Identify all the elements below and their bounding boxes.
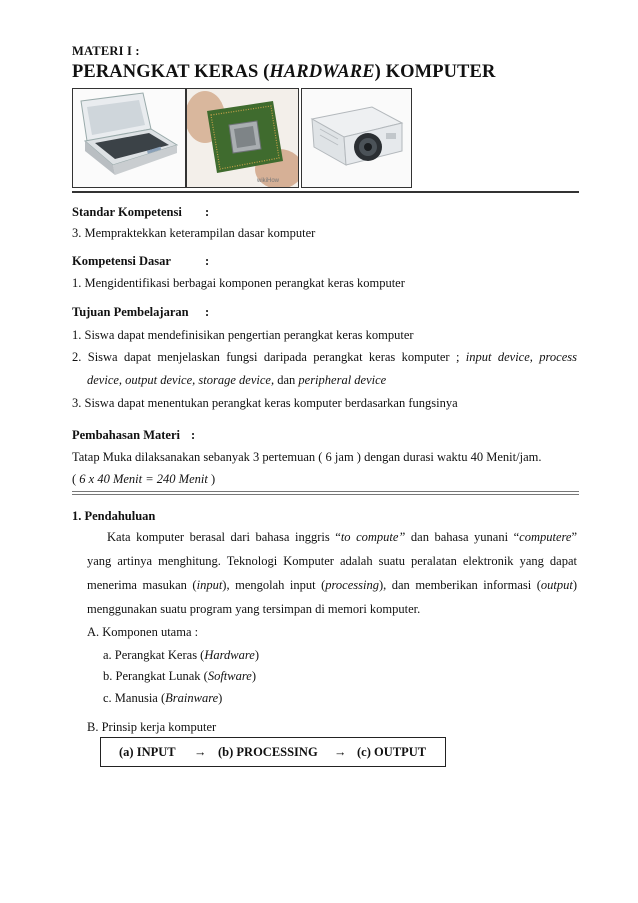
page-title bbox=[72, 62, 495, 83]
pendahuluan-para-3 bbox=[87, 578, 577, 593]
a2-pre: b. Perangkat Lunak ( bbox=[103, 669, 208, 683]
arrow-right-icon: → bbox=[194, 745, 207, 759]
komponen-heading: A. Komponen utama : bbox=[87, 625, 199, 639]
pembahasan-line-2-open: ( bbox=[72, 472, 80, 486]
komponen-item-brainware bbox=[103, 691, 222, 706]
tujuan-item-1: 1. Siswa dapat mendefinisikan pengertian perangkat keras komputer bbox=[72, 328, 414, 342]
tujuan-item-3: 3. Siswa dapat menentukan perangkat keras komputer berdasarkan fungsinya bbox=[72, 396, 458, 410]
tujuan-item-2-em3: peripheral device bbox=[298, 373, 387, 387]
p1-text-e: ” bbox=[571, 530, 577, 544]
section-divider-1 bbox=[72, 491, 579, 492]
materi-label: MATERI I : bbox=[72, 44, 140, 58]
kompetensi-heading: Kompetensi Dasar bbox=[72, 254, 171, 268]
pembahasan-heading: Pembahasan Materi bbox=[72, 428, 180, 442]
flow-processing: (b) PROCESSING bbox=[218, 745, 318, 759]
scanner-image bbox=[72, 88, 186, 188]
arrow-right-icon: → bbox=[334, 745, 347, 759]
tujuan-item-2-cont bbox=[87, 373, 386, 388]
pendahuluan-para-2: yang artinya menghitung. Teknologi Komputer adalah suatu peralatan elektronik yang dapat bbox=[87, 554, 577, 568]
header-divider bbox=[72, 191, 579, 193]
standar-colon: : bbox=[205, 205, 210, 219]
a1-post: ) bbox=[254, 648, 259, 662]
prinsip-heading: B. Prinsip kerja komputer bbox=[87, 720, 217, 734]
p1-em-computere: computere bbox=[519, 530, 572, 544]
a1-em: Hardware bbox=[204, 648, 255, 662]
p1-text-c: dan bahasa yunani “ bbox=[405, 530, 520, 544]
a2-post: ) bbox=[251, 669, 256, 683]
title-em: HARDWARE bbox=[269, 62, 375, 82]
standar-heading: Standar Kompetensi bbox=[72, 205, 182, 219]
p3-em-processing: processing bbox=[325, 578, 379, 592]
watermark-text: wikiHow bbox=[257, 178, 280, 184]
p1-text-a: Kata komputer berasal dari bahasa inggris “ bbox=[107, 530, 341, 544]
a3-post: ) bbox=[218, 691, 223, 705]
kompetensi-item: 1. Mengidentifikasi berbagai komponen perangkat keras komputer bbox=[72, 276, 405, 290]
komponen-item-software bbox=[103, 669, 256, 684]
title-post: ) KOMPUTER bbox=[374, 62, 496, 82]
tujuan-colon: : bbox=[205, 305, 210, 319]
flow-output: (c) OUTPUT bbox=[357, 745, 427, 759]
standar-item: 3. Mempraktekkan keterampilan dasar komputer bbox=[72, 226, 316, 240]
a3-em: Brainware bbox=[165, 691, 219, 705]
tujuan-item-2 bbox=[72, 350, 577, 365]
a3-pre: c. Manusia ( bbox=[103, 691, 166, 705]
p1-em-compute: to compute” bbox=[340, 530, 406, 544]
p3-e: ), dan memberikan informasi ( bbox=[378, 578, 541, 592]
tujuan-item-2-em: input device, process bbox=[465, 350, 577, 364]
section-divider-2 bbox=[72, 494, 579, 495]
pendahuluan-para-1 bbox=[107, 530, 577, 545]
pendahuluan-para-4: menggunakan suatu program yang tersimpan di memori komputer. bbox=[87, 602, 421, 616]
flow-box bbox=[100, 737, 446, 767]
p3-c: ), mengolah input ( bbox=[222, 578, 326, 592]
pembahasan-line-1: Tatap Muka dilaksanakan sebanyak 3 pertemuan ( 6 jam ) dengan durasi waktu 40 Menit/jam. bbox=[72, 450, 542, 464]
p3-em-input: input bbox=[196, 578, 223, 592]
a2-em: Software bbox=[207, 669, 252, 683]
kompetensi-colon: : bbox=[205, 254, 210, 268]
p3-a: menerima masukan ( bbox=[87, 578, 197, 592]
projector-image bbox=[301, 88, 412, 188]
pembahasan-colon: : bbox=[191, 428, 196, 442]
title-pre: PERANGKAT KERAS ( bbox=[72, 62, 270, 82]
tujuan-item-2-text: 2. Siswa dapat menjelaskan fungsi daripada perangkat keras komputer ; bbox=[72, 350, 466, 364]
tujuan-item-2-dan: dan bbox=[274, 373, 299, 387]
flow-input: (a) INPUT bbox=[119, 745, 176, 759]
tujuan-heading: Tujuan Pembelajaran bbox=[72, 305, 189, 319]
pembahasan-line-2 bbox=[72, 472, 215, 487]
pendahuluan-heading: 1. Pendahuluan bbox=[72, 509, 156, 523]
komponen-item-hardware bbox=[103, 648, 259, 663]
pembahasan-line-2-close: ) bbox=[207, 472, 216, 486]
tujuan-item-2-em2: device, output device, storage device, bbox=[87, 373, 275, 387]
pembahasan-formula: 6 x 40 Menit = 240 Menit bbox=[79, 472, 208, 486]
a1-pre: a. Perangkat Keras ( bbox=[103, 648, 205, 662]
processor-image bbox=[186, 88, 299, 188]
p3-em-output: output bbox=[540, 578, 573, 592]
p3-g: ) bbox=[572, 578, 577, 592]
